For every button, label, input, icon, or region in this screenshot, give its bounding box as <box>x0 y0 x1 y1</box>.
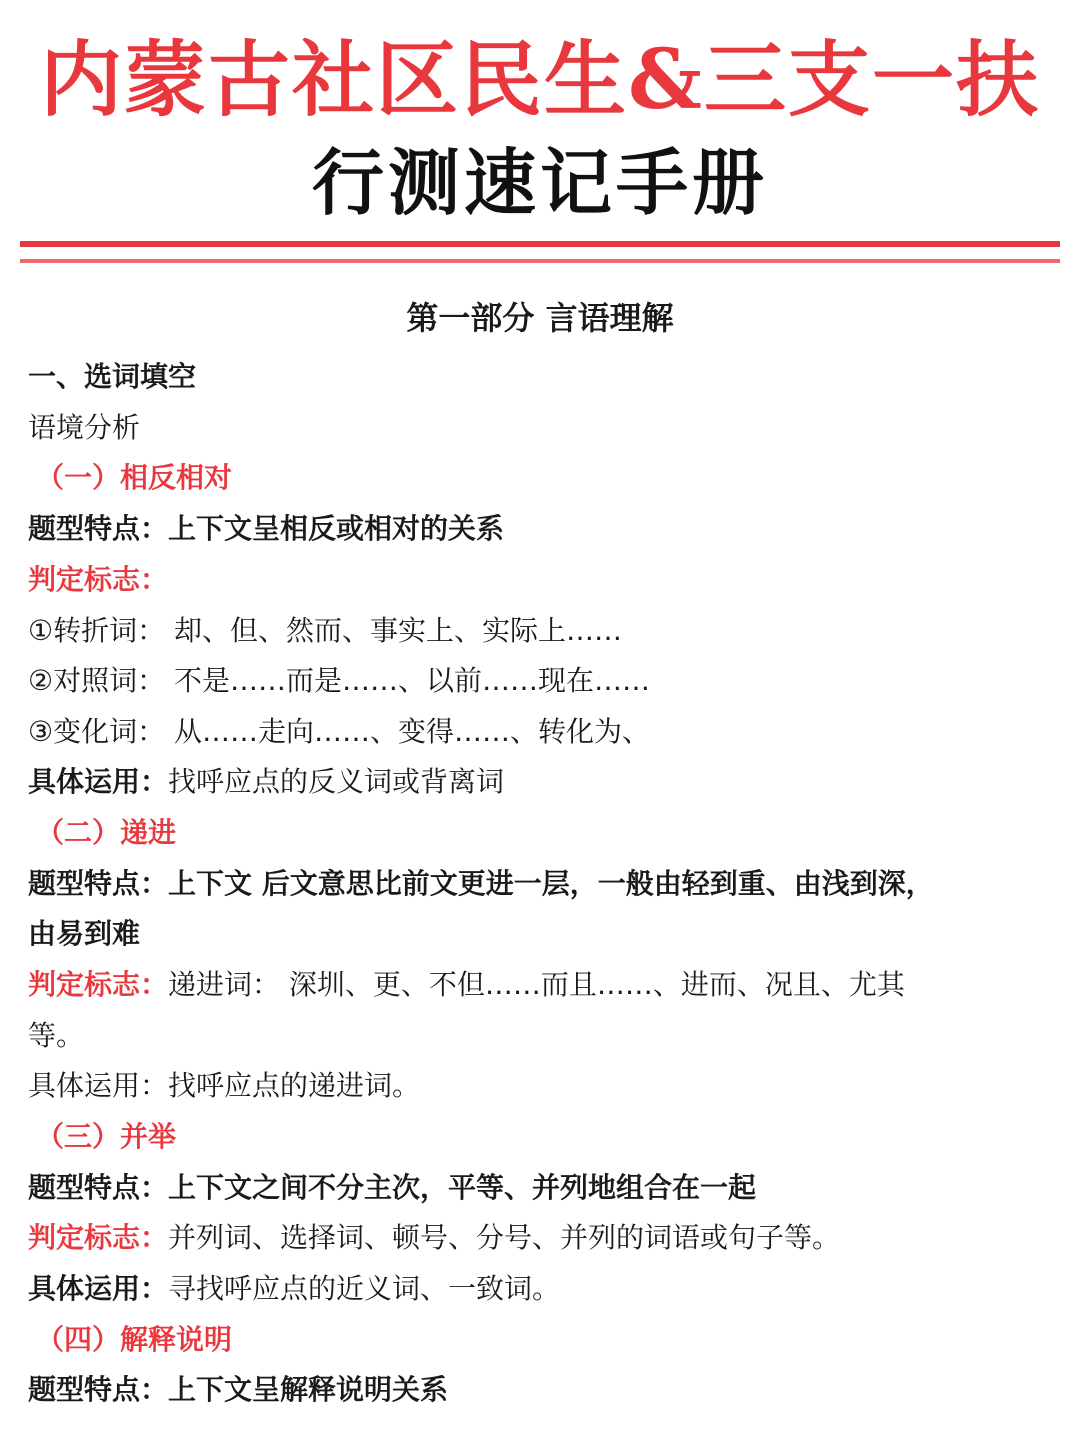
subsection-heading-2: （二）递进 <box>36 816 177 849</box>
apply-text: 寻找呼应点的近义词、一致词。 <box>168 1272 561 1305</box>
section-title: 第一部分 言语理解 <box>406 299 674 337</box>
marker-line-2 <box>28 965 1058 1005</box>
marker-item-3: ③变化词： 从……走向……、变得……、转化为、 <box>28 715 651 748</box>
feature-text: 上下文 后文意思比前文更进一层，一般由轻到重、由浅到深， <box>168 867 934 900</box>
feature-label: 题型特点： <box>28 512 169 545</box>
marker-item-1: ①转折词： 却、但、然而、事实上、实际上…… <box>28 614 623 647</box>
feature-line-4 <box>28 1370 1058 1410</box>
feature-label: 题型特点： <box>28 1373 169 1406</box>
apply-line-3 <box>28 1269 1058 1309</box>
marker-label: 判定标志： <box>28 968 169 1001</box>
apply-text: 找呼应点的反义词或背离词 <box>168 765 505 798</box>
feature-line-1 <box>28 509 1058 549</box>
feature-text: 上下文呈相反或相对的关系 <box>168 512 505 545</box>
apply-line-2: 具体运用：找呼应点的递进词。 <box>28 1069 421 1102</box>
apply-line-1 <box>28 762 1058 802</box>
marker-label: 判定标志： <box>28 1221 169 1254</box>
marker-line-3 <box>28 1218 1058 1258</box>
marker-line-1 <box>28 560 1058 600</box>
marker-line-2-cont: 等。 <box>28 1019 85 1052</box>
document-title: 内蒙古社区民生&三支一扶 <box>39 32 1041 128</box>
document-subtitle: 行测速记手册 <box>311 140 768 225</box>
apply-label: 具体运用： <box>28 765 169 798</box>
feature-line-2 <box>28 864 1058 904</box>
header-divider-thin <box>20 259 1060 263</box>
feature-label: 题型特点： <box>28 1171 169 1204</box>
context-label: 语境分析 <box>28 411 141 444</box>
marker-label: 判定标志： <box>28 563 169 596</box>
marker-item-2: ②对照词： 不是……而是……、以前……现在…… <box>28 664 651 697</box>
feature-text: 上下文呈解释说明关系 <box>168 1373 449 1406</box>
part-heading: 一、选词填空 <box>28 360 197 393</box>
apply-label: 具体运用： <box>28 1272 169 1305</box>
subsection-heading-3: （三）并举 <box>36 1120 177 1153</box>
marker-text: 递进词： 深圳、更、不但……而且……、进而、况且、尤其 <box>168 968 905 1001</box>
feature-label: 题型特点： <box>28 867 169 900</box>
header-divider-thick <box>20 241 1060 247</box>
subsection-heading-4: （四）解释说明 <box>36 1323 233 1356</box>
marker-text: 并列词、选择词、顿号、分号、并列的词语或句子等。 <box>168 1221 841 1254</box>
feature-text: 上下文之间不分主次，平等、并列地组合在一起 <box>168 1171 757 1204</box>
feature-line-2-cont: 由易到难 <box>28 917 141 950</box>
feature-line-3 <box>28 1168 1058 1208</box>
subsection-heading-1: （一）相反相对 <box>36 461 233 494</box>
